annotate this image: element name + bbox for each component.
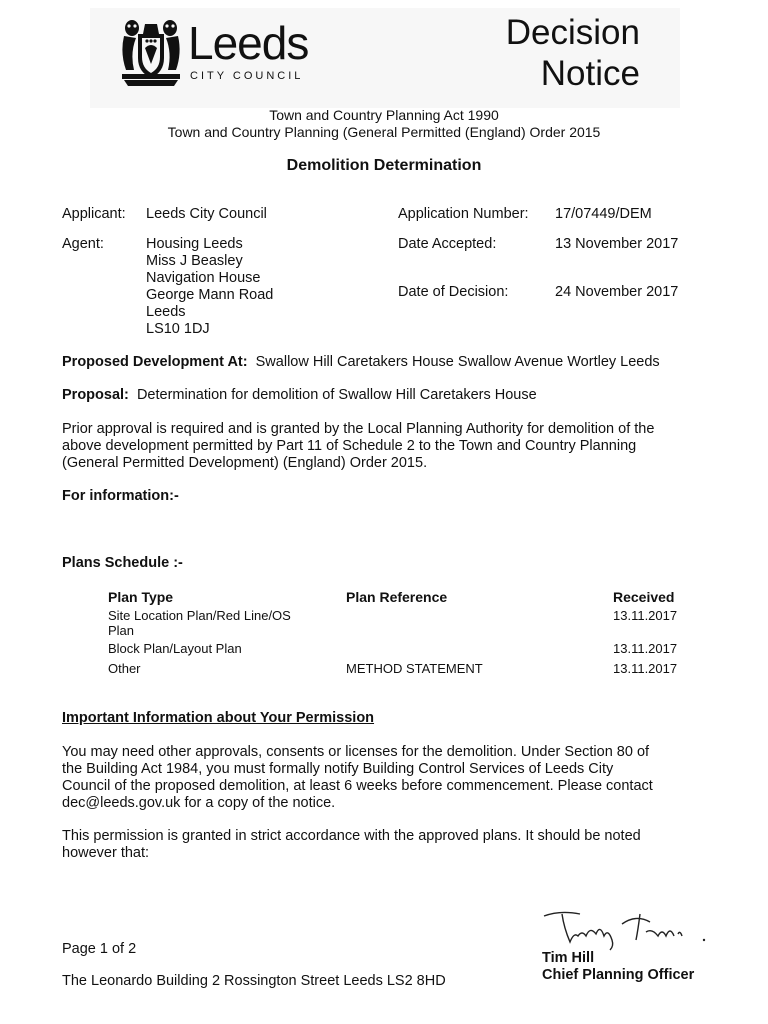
date-of-decision-value: 24 November 2017 (555, 284, 679, 300)
agent-line: LS10 1DJ (146, 321, 210, 337)
page-number: Page 1 of 2 (62, 941, 137, 957)
agent-address (146, 236, 273, 338)
received-cell: 13.11.2017 (613, 641, 678, 656)
org-name: Leeds (188, 17, 309, 69)
signatory-name: Tim Hill (542, 950, 595, 966)
office-address: The Leonardo Building 2 Rossington Street Leeds LS2 8HD (62, 973, 446, 989)
received-header: Received (613, 589, 675, 605)
agent-label: Agent: (62, 236, 104, 252)
act-line-1: Town and Country Planning Act 1990 (269, 107, 499, 123)
plan-reference-cell: METHOD STATEMENT (346, 661, 483, 676)
received-cell: 13.11.2017 (613, 608, 678, 623)
signatory-title: Chief Planning Officer (542, 967, 695, 983)
plan-type-cell (108, 608, 291, 638)
agent-line: Navigation House (146, 270, 261, 286)
plan-reference-header: Plan Reference (346, 589, 448, 605)
agent-line: Housing Leeds (146, 236, 243, 252)
proposed-development-label: Proposed Development At: (62, 354, 248, 370)
important-line: You may need other approvals, consents or licenses for the demolition. Under Section 80 of (62, 744, 650, 760)
applicant-label: Applicant: (62, 206, 126, 222)
plan-type-line: Site Location Plan/Red Line/OS (108, 608, 291, 623)
application-number-value: 17/07449/DEM (555, 206, 652, 222)
plan-type-header: Plan Type (108, 589, 174, 605)
determination-title: Demolition Determination (286, 157, 482, 174)
proposal-label: Proposal: (62, 387, 129, 403)
proposed-development (62, 354, 660, 370)
agent-line: Miss J Beasley (146, 253, 243, 269)
plans-schedule-heading: Plans Schedule :- (62, 555, 183, 571)
plan-type-line: Plan (108, 623, 135, 638)
for-information-heading: For information:- (62, 488, 179, 504)
important-line: Council of the proposed demolition, at least 6 weeks before commencement. Please contact (62, 778, 653, 794)
important-line: This permission is granted in strict accordance with the approved plans. It should be noted (62, 828, 641, 844)
plan-type-cell: Block Plan/Layout Plan (108, 641, 242, 656)
date-accepted-label: Date Accepted: (398, 236, 497, 252)
prior-approval-line: (General Permitted Development) (England) Order 2015. (62, 455, 428, 471)
proposed-development-value: Swallow Hill Caretakers House Swallow Avenue Wortley Leeds (255, 354, 660, 370)
act-line-2: Town and Country Planning (General Permitted (England) Order 2015 (167, 124, 601, 140)
important-line: dec@leeds.gov.uk for a copy of the notice. (62, 795, 336, 811)
prior-approval-paragraph (62, 421, 654, 472)
applicant-value: Leeds City Council (146, 206, 267, 222)
coat-of-arms-icon (118, 18, 184, 88)
notice-title-line1: Decision (505, 13, 640, 52)
date-of-decision-label: Date of Decision: (398, 284, 509, 300)
date-accepted-value: 13 November 2017 (555, 236, 679, 252)
important-paragraph-2 (62, 828, 641, 862)
proposal-value: Determination for demolition of Swallow Hill Caretakers House (136, 387, 537, 403)
important-line: however that: (62, 845, 150, 861)
application-number-label: Application Number: (398, 206, 529, 222)
proposal (62, 387, 537, 403)
important-line: the Building Act 1984, you must formally notify Building Control Services of Leeds City (62, 761, 614, 777)
important-paragraph-1 (62, 744, 653, 812)
prior-approval-line: above development permitted by Part 11 of Schedule 2 to the Town and Country Planning (62, 438, 637, 454)
prior-approval-line: Prior approval is required and is granted by the Local Planning Authority for demolition of the (62, 421, 655, 437)
agent-line: Leeds (146, 304, 186, 320)
agent-line: George Mann Road (146, 287, 274, 303)
plan-type-cell: Other (108, 661, 141, 676)
signature-image (540, 906, 710, 954)
notice-title (506, 12, 640, 94)
org-subtitle: CITY COUNCIL (190, 70, 304, 82)
notice-title-line2: Notice (540, 54, 640, 93)
received-cell: 13.11.2017 (613, 661, 678, 676)
leeds-logo (118, 18, 338, 88)
important-info-heading: Important Information about Your Permission (62, 710, 375, 726)
